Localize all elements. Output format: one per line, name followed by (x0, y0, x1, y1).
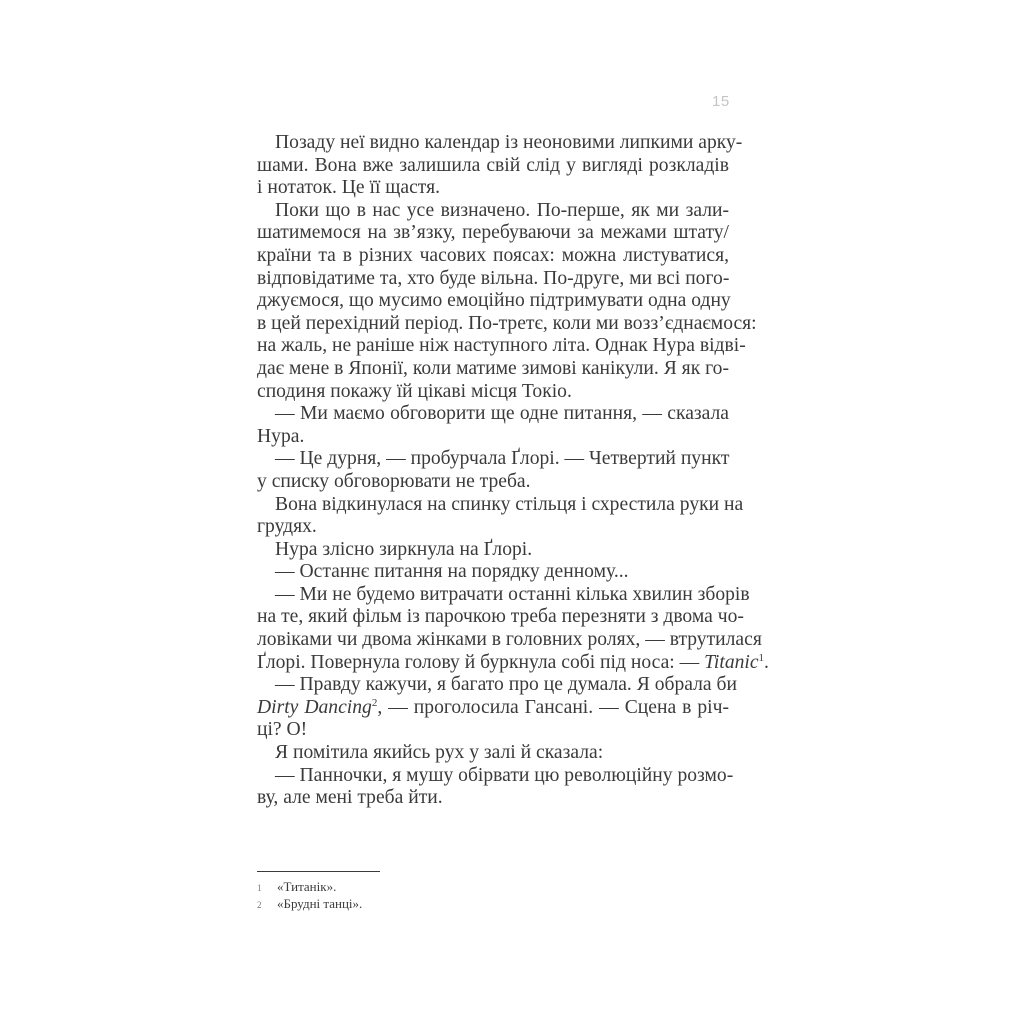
text-line: відповідатиме та, хто буде вільна. По-друге, ми всі пого- (257, 267, 730, 289)
footnote-text: «Брудні танці». (277, 896, 363, 911)
text-line: в цей перехідний період. По-третє, коли ми возз’єднаємося: (257, 312, 757, 334)
text-line: дає мене в Японії, коли матиме зимові канікули. Я як го- (257, 357, 729, 379)
footnote-number: 1 (257, 883, 262, 893)
text-line: ловіками чи двома жінками в головних ролях, — втрутилася (257, 629, 762, 651)
text-line: Я помітила якийсь рух у залі й сказала: (275, 742, 604, 764)
text-line-with-footnote (257, 651, 769, 675)
text-line: Нура. (257, 425, 305, 447)
dialogue-line: — Останнє питання на порядку денному... (275, 561, 629, 583)
text-line: Позаду неї видно календар із неоновими липкими арку- (275, 132, 743, 153)
footnote-divider (257, 871, 380, 872)
text-line: шатимемося на зв’язку, перебуваючи за межами штату/ (257, 222, 729, 244)
footnote-text: «Титанік». (277, 879, 337, 894)
text-line: Нура злісно зиркнула на Ґлорі. (275, 538, 533, 560)
page-number: 15 (712, 93, 730, 110)
body-text (257, 132, 769, 810)
text-line: джуємося, що мусимо емоційно підтримувати одна одну (257, 290, 731, 312)
dialogue-line: — Правду кажучи, я багато про це думала. Я обрала би (275, 674, 737, 696)
dialogue-line: — Панночки, я мушу обірвати цю революційну розмо- (275, 764, 734, 786)
dialogue-line: — Ми маємо обговорити ще одне питання, — сказала (275, 403, 729, 425)
line-text-after: . (764, 651, 769, 673)
text-line: у списку обговорювати не треба. (257, 470, 531, 492)
text-line: Вона відкинулася на спинку стільця і схрестила руки на (275, 493, 744, 515)
dialogue-line: — Це дурня, — пробурчала Ґлорі. — Четвертий пункт (275, 448, 730, 470)
text-line-with-footnote (257, 697, 729, 720)
italic-title: Dirty Dancing (257, 696, 372, 718)
italic-title: Titanic (704, 651, 759, 673)
line-text: , — проголосила Гансані. — Сцена в річ- (377, 696, 729, 718)
text-line: грудях. (257, 516, 317, 538)
text-line: на те, який фільм із парочкою треба перезняти з двома чо- (257, 606, 744, 628)
dialogue-line: — Ми не будемо витрачати останні кілька хвилин зборів (275, 583, 750, 605)
footnote-number: 2 (257, 900, 262, 910)
footnote-ref[interactable]: 2 (371, 696, 378, 709)
footnote-ref[interactable]: 1 (758, 651, 765, 664)
text-line: і нотаток. Це її щастя. (257, 177, 441, 199)
footnote-item (257, 896, 362, 913)
text-line: на жаль, не раніше ніж наступного літа. Однак Нура відві- (257, 335, 746, 357)
text-line: ці? О! (257, 719, 308, 741)
line-text: Ґлорі. Повернула голову й буркнула собі під носа: — (257, 651, 700, 673)
footnote-item (257, 879, 362, 896)
text-line: Поки що в нас усе визначено. По-перше, як ми зали- (275, 199, 729, 221)
text-line: шами. Вона вже залишила свій слід у вигляді розкладів (257, 154, 729, 176)
text-line: ву, але мені треба йти. (257, 787, 443, 809)
footnotes (257, 879, 362, 913)
text-line: країни та в різних часових поясах: можна листуватися, (257, 244, 729, 266)
text-line: сподиня покажу їй цікаві місця Токіо. (257, 380, 572, 402)
